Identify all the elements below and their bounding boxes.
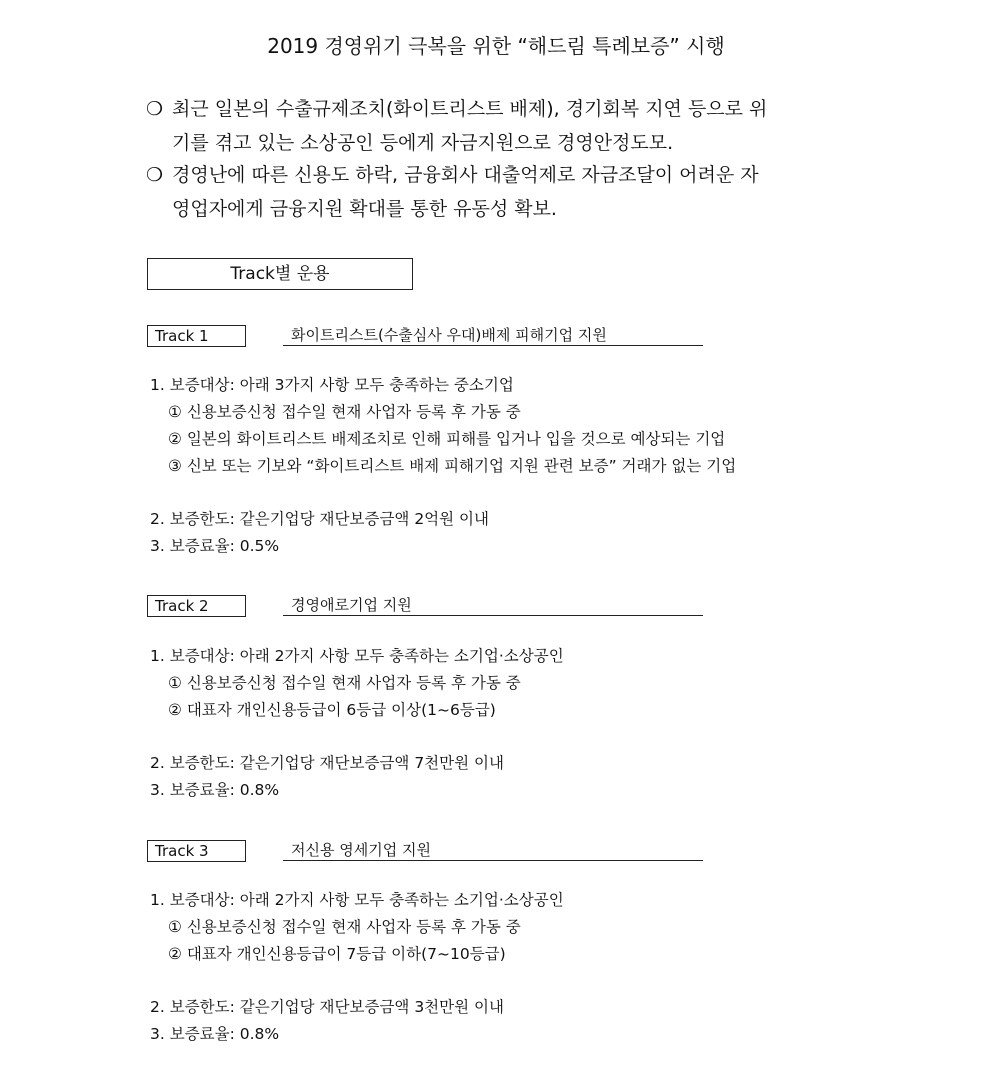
track-condition: ② 일본의 화이트리스트 배제조치로 인해 피해를 입거나 입을 것으로 예상되는 기업 <box>168 430 726 448</box>
track-title: 경영애로기업 지원 <box>283 594 703 616</box>
track-condition: ① 신용보증신청 접수일 현재 사업자 등록 후 가동 중 <box>168 403 521 421</box>
track-target: 1. 보증대상: 아래 2가지 사항 모두 충족하는 소기업·소상공인 <box>150 647 564 665</box>
track-title: 저신용 영세기업 지원 <box>283 839 703 861</box>
track-label: Track 3 <box>147 840 246 862</box>
bullet-text-line1: 경영난에 따른 신용도 하락, 금융회사 대출억제로 자금조달이 어려운 자 <box>172 164 759 186</box>
bullet-circle-icon: ❍ <box>146 98 164 120</box>
track-condition: ③ 신보 또는 기보와 “화이트리스트 배제 피해기업 지원 관련 보증” 거래가 없는 기업 <box>168 457 737 475</box>
track-rate: 3. 보증료율: 0.8% <box>150 1025 280 1043</box>
page-title: 2019 경영위기 극복을 위한 “해드림 특례보증” 시행 <box>267 34 725 58</box>
track-target: 1. 보증대상: 아래 3가지 사항 모두 충족하는 중소기업 <box>150 376 514 394</box>
track-condition: ② 대표자 개인신용등급이 6등급 이상(1~6등급) <box>168 701 496 719</box>
bullet-text-line1: 최근 일본의 수출규제조치(화이트리스트 배제), 경기회복 지연 등으로 위 <box>172 98 768 120</box>
bullet-text-line2: 기를 겪고 있는 소상공인 등에게 자금지원으로 경영안정도모. <box>172 132 674 154</box>
track-condition: ① 신용보증신청 접수일 현재 사업자 등록 후 가동 중 <box>168 918 521 936</box>
track-rate: 3. 보증료율: 0.8% <box>150 781 280 799</box>
track-limit: 2. 보증한도: 같은기업당 재단보증금액 2억원 이내 <box>150 510 489 528</box>
bullet-text-line2: 영업자에게 금융지원 확대를 통한 유동성 확보. <box>172 198 557 220</box>
track-target: 1. 보증대상: 아래 2가지 사항 모두 충족하는 소기업·소상공인 <box>150 891 564 909</box>
track-limit: 2. 보증한도: 같은기업당 재단보증금액 3천만원 이내 <box>150 998 504 1016</box>
track-label: Track 2 <box>147 595 246 617</box>
track-condition: ① 신용보증신청 접수일 현재 사업자 등록 후 가동 중 <box>168 674 521 692</box>
track-limit: 2. 보증한도: 같은기업당 재단보증금액 7천만원 이내 <box>150 754 504 772</box>
track-condition: ② 대표자 개인신용등급이 7등급 이하(7~10등급) <box>168 945 506 963</box>
bullet-circle-icon: ❍ <box>146 164 164 186</box>
section-header: Track별 운용 <box>147 258 413 290</box>
track-title: 화이트리스트(수출심사 우대)배제 피해기업 지원 <box>283 324 703 346</box>
track-rate: 3. 보증료율: 0.5% <box>150 537 280 555</box>
track-label: Track 1 <box>147 325 246 347</box>
